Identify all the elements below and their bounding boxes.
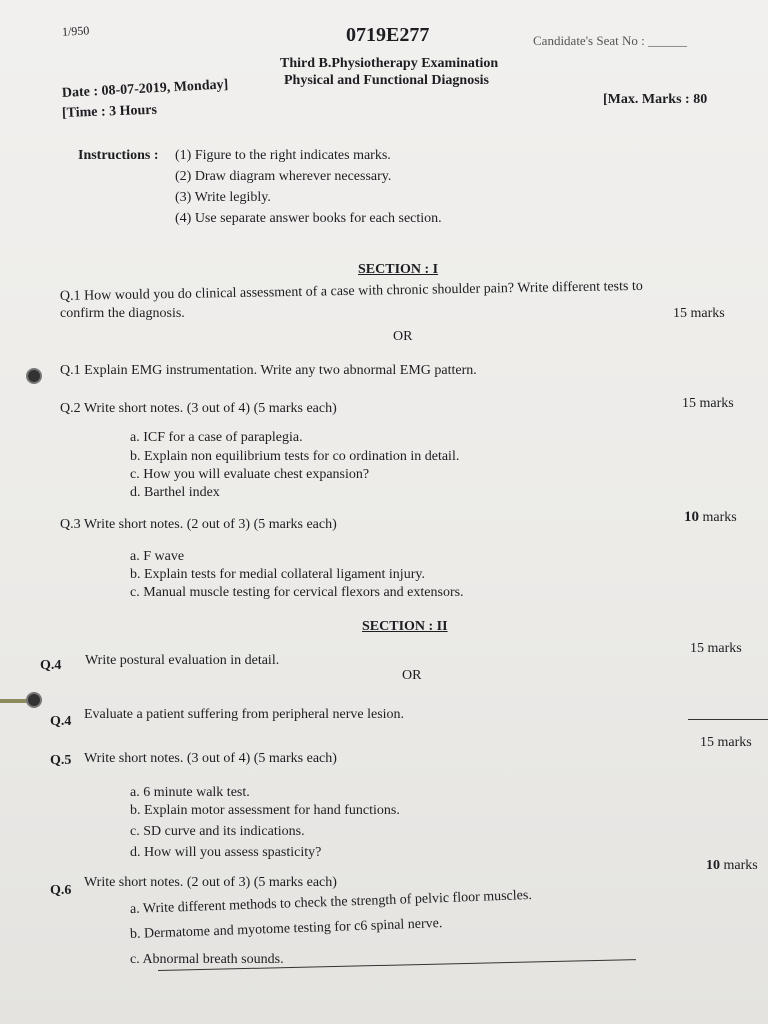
page-reference: 1/950	[61, 23, 90, 39]
question-4-alt-label: Q.4	[50, 714, 72, 729]
question-2-text: Q.2 Write short notes. (3 out of 4) (5 marks each)	[60, 401, 337, 416]
question-3-item: a. F wave	[130, 549, 185, 564]
question-1-text: Q.1 How would you do clinical assessment of a case with chronic shoulder pain? Write different tests to	[59, 278, 643, 304]
question-3-marks-word: marks	[702, 510, 737, 525]
or-separator: OR	[393, 329, 413, 344]
instruction-item: (1) Figure to the right indicates marks.	[175, 148, 391, 163]
question-4-alt-text: Evaluate a patient suffering from peripheral nerve lesion.	[84, 707, 405, 722]
exam-date: Date : 08-07-2019, Monday]	[61, 77, 229, 101]
question-5-label: Q.5	[50, 753, 72, 768]
question-2-item: b. Explain non equilibrium tests for co ordination in detail.	[130, 449, 460, 464]
section-1-title: SECTION : I	[358, 262, 439, 277]
instruction-item: (4) Use separate answer books for each section.	[175, 211, 442, 226]
question-5-item: d. How will you assess spasticity?	[130, 845, 322, 860]
question-5-item: a. 6 minute walk test.	[130, 785, 250, 800]
question-5-item: c. SD curve and its indications.	[130, 824, 305, 839]
question-6-item: b. Dermatome and myotome testing for c6 spinal nerve.	[129, 916, 443, 942]
binder-hole-bottom	[26, 692, 42, 708]
question-4-text: Write postural evaluation in detail.	[85, 653, 280, 668]
question-6-marks-word: marks	[723, 858, 758, 873]
question-1-marks: 15 marks	[673, 306, 725, 321]
question-3-text: Q.3 Write short notes. (2 out of 3) (5 marks each)	[60, 517, 337, 532]
question-2-marks: 15 marks	[682, 396, 734, 411]
question-1-alternative: Q.1 Explain EMG instrumentation. Write any two abnormal EMG pattern.	[60, 363, 477, 378]
candidate-seat-label: Candidate's Seat No : ______	[533, 33, 687, 48]
question-3-marks-number: 10	[684, 509, 699, 525]
question-5-marks: 15 marks	[700, 735, 752, 750]
instructions-label: Instructions :	[78, 148, 159, 163]
section-2-title: SECTION : II	[362, 619, 448, 634]
question-6-marks-number: 10	[706, 858, 720, 873]
or-separator: OR	[402, 668, 422, 683]
question-1-text-cont: confirm the diagnosis.	[60, 306, 185, 321]
question-2-item: d. Barthel index	[130, 485, 220, 500]
exam-time: [Time : 3 Hours	[61, 102, 158, 121]
question-6-label: Q.6	[50, 883, 72, 898]
question-5-item: b. Explain motor assessment for hand functions.	[130, 803, 400, 818]
question-3-marks	[684, 509, 737, 526]
question-4-marks: 15 marks	[690, 641, 742, 656]
question-2-item: c. How you will evaluate chest expansion?	[130, 467, 370, 482]
exam-title: Third B.Physiotherapy Examination	[280, 56, 499, 71]
question-2-item: a. ICF for a case of paraplegia.	[130, 430, 303, 445]
max-marks: [Max. Marks : 80	[603, 92, 708, 107]
question-6-text: Write short notes. (2 out of 3) (5 marks each)	[84, 875, 337, 890]
question-4-label: Q.4	[40, 658, 62, 673]
question-3-item: c. Manual muscle testing for cervical flexors and extensors.	[130, 585, 464, 600]
question-6-item: c. Abnormal breath sounds.	[130, 952, 284, 967]
question-6-item: a. Write different methods to check the strength of pelvic floor muscles.	[129, 887, 533, 917]
instruction-item: (2) Draw diagram wherever necessary.	[175, 169, 392, 184]
question-6-marks	[706, 858, 758, 874]
paper-code: 0719E277	[346, 24, 430, 46]
exam-subject: Physical and Functional Diagnosis	[284, 73, 489, 88]
binder-hole-top	[26, 368, 42, 384]
instruction-item: (3) Write legibly.	[175, 190, 271, 205]
question-5-text: Write short notes. (3 out of 4) (5 marks each)	[84, 751, 337, 766]
question-3-item: b. Explain tests for medial collateral ligament injury.	[130, 567, 425, 582]
answer-line	[688, 719, 768, 720]
